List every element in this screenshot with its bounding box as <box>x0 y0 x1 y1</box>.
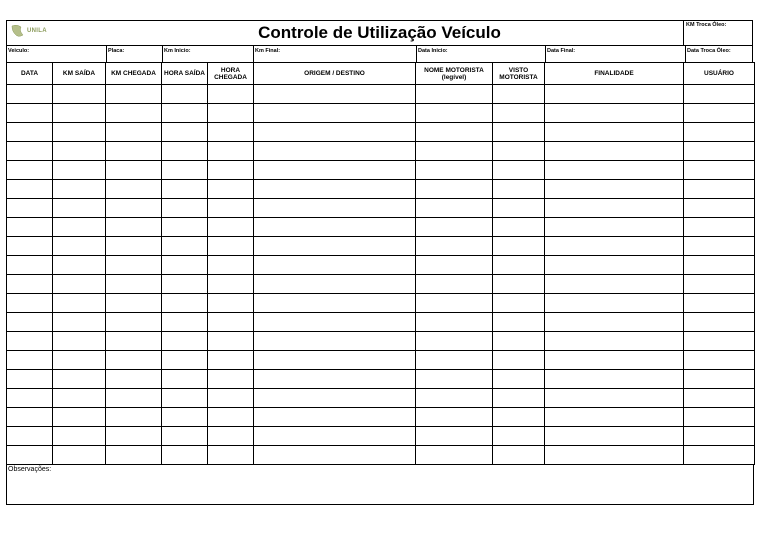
table-cell[interactable] <box>493 161 545 180</box>
table-cell[interactable] <box>106 180 162 199</box>
form-header <box>6 20 753 45</box>
table-cell[interactable] <box>162 446 208 465</box>
table-cell[interactable] <box>416 142 493 161</box>
table-cell[interactable] <box>208 332 254 351</box>
column-header: USUÁRIO <box>684 63 755 85</box>
table-cell[interactable] <box>684 237 755 256</box>
table-cell[interactable] <box>684 275 755 294</box>
table-cell[interactable] <box>53 332 106 351</box>
table-cell[interactable] <box>53 408 106 427</box>
table-cell[interactable] <box>53 199 106 218</box>
vehicle-info-row <box>6 45 753 62</box>
column-header: KM CHEGADA <box>106 63 162 85</box>
table-cell[interactable] <box>7 199 53 218</box>
table-row <box>7 218 755 237</box>
table-cell[interactable] <box>106 123 162 142</box>
table-cell[interactable] <box>208 294 254 313</box>
plate-field[interactable] <box>106 46 162 62</box>
table-cell[interactable] <box>493 389 545 408</box>
table-cell[interactable] <box>208 104 254 123</box>
plate-label: Placa: <box>108 48 125 54</box>
table-cell[interactable] <box>416 389 493 408</box>
table-cell[interactable] <box>684 256 755 275</box>
table-cell[interactable] <box>162 256 208 275</box>
table-cell[interactable] <box>53 85 106 104</box>
table-row <box>7 351 755 370</box>
table-cell[interactable] <box>162 199 208 218</box>
table-cell[interactable] <box>545 85 684 104</box>
table-cell[interactable] <box>416 256 493 275</box>
end-date-label: Data Final: <box>547 48 576 54</box>
table-cell[interactable] <box>254 332 416 351</box>
table-cell[interactable] <box>106 85 162 104</box>
table-cell[interactable] <box>416 351 493 370</box>
column-header: FINALIDADE <box>545 63 684 85</box>
table-cell[interactable] <box>106 142 162 161</box>
oil-change-date-field[interactable] <box>685 46 754 62</box>
table-cell[interactable] <box>254 313 416 332</box>
table-cell[interactable] <box>106 446 162 465</box>
table-cell[interactable] <box>684 294 755 313</box>
table-cell[interactable] <box>545 446 684 465</box>
table-cell[interactable] <box>7 104 53 123</box>
table-cell[interactable] <box>7 161 53 180</box>
table-row <box>7 237 755 256</box>
table-cell[interactable] <box>53 275 106 294</box>
table-cell[interactable] <box>416 180 493 199</box>
table-cell[interactable] <box>545 389 684 408</box>
table-cell[interactable] <box>545 313 684 332</box>
table-cell[interactable] <box>545 275 684 294</box>
table-cell[interactable] <box>208 427 254 446</box>
table-header-row <box>7 63 755 85</box>
table-cell[interactable] <box>254 256 416 275</box>
table-cell[interactable] <box>416 237 493 256</box>
table-cell[interactable] <box>493 256 545 275</box>
table-cell[interactable] <box>162 142 208 161</box>
table-cell[interactable] <box>684 427 755 446</box>
table-cell[interactable] <box>254 389 416 408</box>
table-cell[interactable] <box>7 332 53 351</box>
table-cell[interactable] <box>684 180 755 199</box>
table-row <box>7 408 755 427</box>
table-cell[interactable] <box>162 180 208 199</box>
table-cell[interactable] <box>208 275 254 294</box>
table-cell[interactable] <box>416 313 493 332</box>
table-cell[interactable] <box>162 237 208 256</box>
table-cell[interactable] <box>684 446 755 465</box>
column-header: VISTO MOTORISTA <box>493 63 545 85</box>
table-cell[interactable] <box>53 389 106 408</box>
table-cell[interactable] <box>162 161 208 180</box>
table-cell[interactable] <box>106 275 162 294</box>
table-cell[interactable] <box>493 142 545 161</box>
table-row <box>7 180 755 199</box>
table-row <box>7 161 755 180</box>
table-cell[interactable] <box>254 370 416 389</box>
table-row <box>7 104 755 123</box>
table-cell[interactable] <box>416 85 493 104</box>
page-title: Controle de Utilização Veículo <box>258 23 501 42</box>
table-cell[interactable] <box>162 104 208 123</box>
table-cell[interactable] <box>106 104 162 123</box>
table-cell[interactable] <box>545 237 684 256</box>
table-cell[interactable] <box>416 123 493 142</box>
table-cell[interactable] <box>684 161 755 180</box>
table-cell[interactable] <box>162 85 208 104</box>
table-cell[interactable] <box>7 294 53 313</box>
table-cell[interactable] <box>7 389 53 408</box>
table-cell[interactable] <box>416 408 493 427</box>
table-cell[interactable] <box>7 256 53 275</box>
table-cell[interactable] <box>545 370 684 389</box>
table-cell[interactable] <box>162 408 208 427</box>
table-cell[interactable] <box>7 370 53 389</box>
table-cell[interactable] <box>7 237 53 256</box>
table-cell[interactable] <box>208 351 254 370</box>
observations-field[interactable] <box>6 465 754 505</box>
table-cell[interactable] <box>7 85 53 104</box>
oil-change-km-field[interactable] <box>683 21 752 45</box>
table-cell[interactable] <box>106 370 162 389</box>
table-cell[interactable] <box>545 199 684 218</box>
table-cell[interactable] <box>254 180 416 199</box>
table-cell[interactable] <box>208 199 254 218</box>
table-cell[interactable] <box>53 142 106 161</box>
table-cell[interactable] <box>684 104 755 123</box>
table-cell[interactable] <box>493 408 545 427</box>
table-row <box>7 313 755 332</box>
table-cell[interactable] <box>162 351 208 370</box>
table-cell[interactable] <box>162 313 208 332</box>
table-cell[interactable] <box>254 427 416 446</box>
table-cell[interactable] <box>493 294 545 313</box>
table-cell[interactable] <box>208 161 254 180</box>
table-cell[interactable] <box>208 218 254 237</box>
table-cell[interactable] <box>7 142 53 161</box>
table-cell[interactable] <box>106 161 162 180</box>
table-cell[interactable] <box>254 218 416 237</box>
table-cell[interactable] <box>254 237 416 256</box>
table-row <box>7 332 755 351</box>
table-cell[interactable] <box>416 446 493 465</box>
table-cell[interactable] <box>208 389 254 408</box>
table-cell[interactable] <box>7 446 53 465</box>
table-cell[interactable] <box>208 237 254 256</box>
table-row <box>7 142 755 161</box>
table-row <box>7 275 755 294</box>
table-cell[interactable] <box>7 351 53 370</box>
table-cell[interactable] <box>208 123 254 142</box>
table-cell[interactable] <box>7 313 53 332</box>
table-cell[interactable] <box>106 313 162 332</box>
km-end-label: Km Final: <box>255 48 281 54</box>
table-cell[interactable] <box>53 313 106 332</box>
table-cell[interactable] <box>106 408 162 427</box>
vehicle-usage-form <box>6 20 753 505</box>
table-cell[interactable] <box>254 408 416 427</box>
table-cell[interactable] <box>254 123 416 142</box>
table-cell[interactable] <box>684 332 755 351</box>
table-cell[interactable] <box>493 123 545 142</box>
table-cell[interactable] <box>7 427 53 446</box>
table-cell[interactable] <box>7 180 53 199</box>
table-cell[interactable] <box>684 199 755 218</box>
column-header: KM SAÍDA <box>53 63 106 85</box>
table-cell[interactable] <box>162 294 208 313</box>
start-date-field[interactable] <box>416 46 545 62</box>
table-cell[interactable] <box>208 313 254 332</box>
table-cell[interactable] <box>53 351 106 370</box>
table-cell[interactable] <box>545 142 684 161</box>
column-header: HORA SAÍDA <box>162 63 208 85</box>
table-cell[interactable] <box>493 332 545 351</box>
table-cell[interactable] <box>53 256 106 275</box>
table-row <box>7 256 755 275</box>
table-cell[interactable] <box>106 294 162 313</box>
table-cell[interactable] <box>545 180 684 199</box>
column-header: DATA <box>7 63 53 85</box>
table-cell[interactable] <box>416 275 493 294</box>
table-cell[interactable] <box>493 199 545 218</box>
table-cell[interactable] <box>53 237 106 256</box>
table-cell[interactable] <box>416 294 493 313</box>
oil-change-date-label: Data Troca Óleo: <box>687 48 731 54</box>
table-cell[interactable] <box>545 332 684 351</box>
table-cell[interactable] <box>493 218 545 237</box>
table-cell[interactable] <box>162 389 208 408</box>
table-cell[interactable] <box>493 180 545 199</box>
table-cell[interactable] <box>162 275 208 294</box>
usage-log-table <box>6 62 755 465</box>
table-cell[interactable] <box>545 256 684 275</box>
table-cell[interactable] <box>208 446 254 465</box>
table-cell[interactable] <box>7 123 53 142</box>
observations-label: Observações: <box>8 466 52 473</box>
table-cell[interactable] <box>493 104 545 123</box>
table-cell[interactable] <box>208 85 254 104</box>
table-cell[interactable] <box>106 237 162 256</box>
table-cell[interactable] <box>162 427 208 446</box>
table-cell[interactable] <box>416 370 493 389</box>
table-cell[interactable] <box>106 427 162 446</box>
table-cell[interactable] <box>684 85 755 104</box>
table-cell[interactable] <box>545 294 684 313</box>
table-cell[interactable] <box>493 275 545 294</box>
column-header: NOME MOTORISTA (legível) <box>416 63 493 85</box>
table-cell[interactable] <box>493 313 545 332</box>
table-cell[interactable] <box>545 123 684 142</box>
table-cell[interactable] <box>254 142 416 161</box>
table-cell[interactable] <box>416 104 493 123</box>
end-date-field[interactable] <box>545 46 685 62</box>
table-cell[interactable] <box>684 218 755 237</box>
table-cell[interactable] <box>545 104 684 123</box>
table-cell[interactable] <box>684 123 755 142</box>
start-date-label: Data Inicio: <box>418 48 448 54</box>
table-cell[interactable] <box>53 294 106 313</box>
table-cell[interactable] <box>106 389 162 408</box>
table-row <box>7 199 755 218</box>
table-cell[interactable] <box>162 218 208 237</box>
table-cell[interactable] <box>545 427 684 446</box>
oil-change-km-label: KM Troca Óleo: <box>686 22 727 28</box>
vehicle-field[interactable] <box>7 46 106 62</box>
table-cell[interactable] <box>254 294 416 313</box>
table-cell[interactable] <box>493 85 545 104</box>
table-cell[interactable] <box>53 180 106 199</box>
table-cell[interactable] <box>106 199 162 218</box>
table-cell[interactable] <box>7 218 53 237</box>
table-cell[interactable] <box>684 351 755 370</box>
table-cell[interactable] <box>254 446 416 465</box>
table-cell[interactable] <box>106 256 162 275</box>
table-cell[interactable] <box>208 180 254 199</box>
table-cell[interactable] <box>254 85 416 104</box>
table-cell[interactable] <box>493 427 545 446</box>
table-cell[interactable] <box>53 218 106 237</box>
table-cell[interactable] <box>162 370 208 389</box>
table-row <box>7 427 755 446</box>
table-cell[interactable] <box>254 104 416 123</box>
km-start-label: Km Inicio: <box>164 48 191 54</box>
table-cell[interactable] <box>684 142 755 161</box>
table-cell[interactable] <box>416 427 493 446</box>
table-cell[interactable] <box>545 408 684 427</box>
table-cell[interactable] <box>7 408 53 427</box>
table-cell[interactable] <box>493 237 545 256</box>
table-cell[interactable] <box>162 332 208 351</box>
table-cell[interactable] <box>545 218 684 237</box>
table-cell[interactable] <box>53 104 106 123</box>
column-header: ORIGEM / DESTINO <box>254 63 416 85</box>
table-cell[interactable] <box>684 408 755 427</box>
table-cell[interactable] <box>208 256 254 275</box>
table-cell[interactable] <box>254 275 416 294</box>
table-cell[interactable] <box>53 446 106 465</box>
table-body <box>7 85 755 465</box>
table-cell[interactable] <box>254 351 416 370</box>
column-header: HORA CHEGADA <box>208 63 254 85</box>
table-row <box>7 294 755 313</box>
table-cell[interactable] <box>493 370 545 389</box>
table-cell[interactable] <box>254 161 416 180</box>
table-cell[interactable] <box>106 351 162 370</box>
table-cell[interactable] <box>684 313 755 332</box>
table-cell[interactable] <box>162 123 208 142</box>
table-cell[interactable] <box>684 389 755 408</box>
table-row <box>7 446 755 465</box>
table-cell[interactable] <box>53 427 106 446</box>
table-cell[interactable] <box>208 408 254 427</box>
table-cell[interactable] <box>208 370 254 389</box>
table-cell[interactable] <box>493 446 545 465</box>
table-cell[interactable] <box>416 218 493 237</box>
table-cell[interactable] <box>7 275 53 294</box>
table-cell[interactable] <box>106 332 162 351</box>
table-cell[interactable] <box>416 332 493 351</box>
table-cell[interactable] <box>545 351 684 370</box>
table-cell[interactable] <box>208 142 254 161</box>
logo-text: UNILA <box>27 28 47 34</box>
table-cell[interactable] <box>416 199 493 218</box>
table-row <box>7 85 755 104</box>
table-cell[interactable] <box>53 123 106 142</box>
vehicle-label: Veiculo: <box>8 48 30 54</box>
table-cell[interactable] <box>493 351 545 370</box>
table-cell[interactable] <box>416 161 493 180</box>
table-cell[interactable] <box>106 218 162 237</box>
table-row <box>7 389 755 408</box>
km-start-field[interactable] <box>162 46 253 62</box>
table-cell[interactable] <box>53 161 106 180</box>
table-cell[interactable] <box>684 370 755 389</box>
km-end-field[interactable] <box>253 46 416 62</box>
table-row <box>7 370 755 389</box>
table-cell[interactable] <box>254 199 416 218</box>
table-cell[interactable] <box>545 161 684 180</box>
table-row <box>7 123 755 142</box>
table-cell[interactable] <box>53 370 106 389</box>
